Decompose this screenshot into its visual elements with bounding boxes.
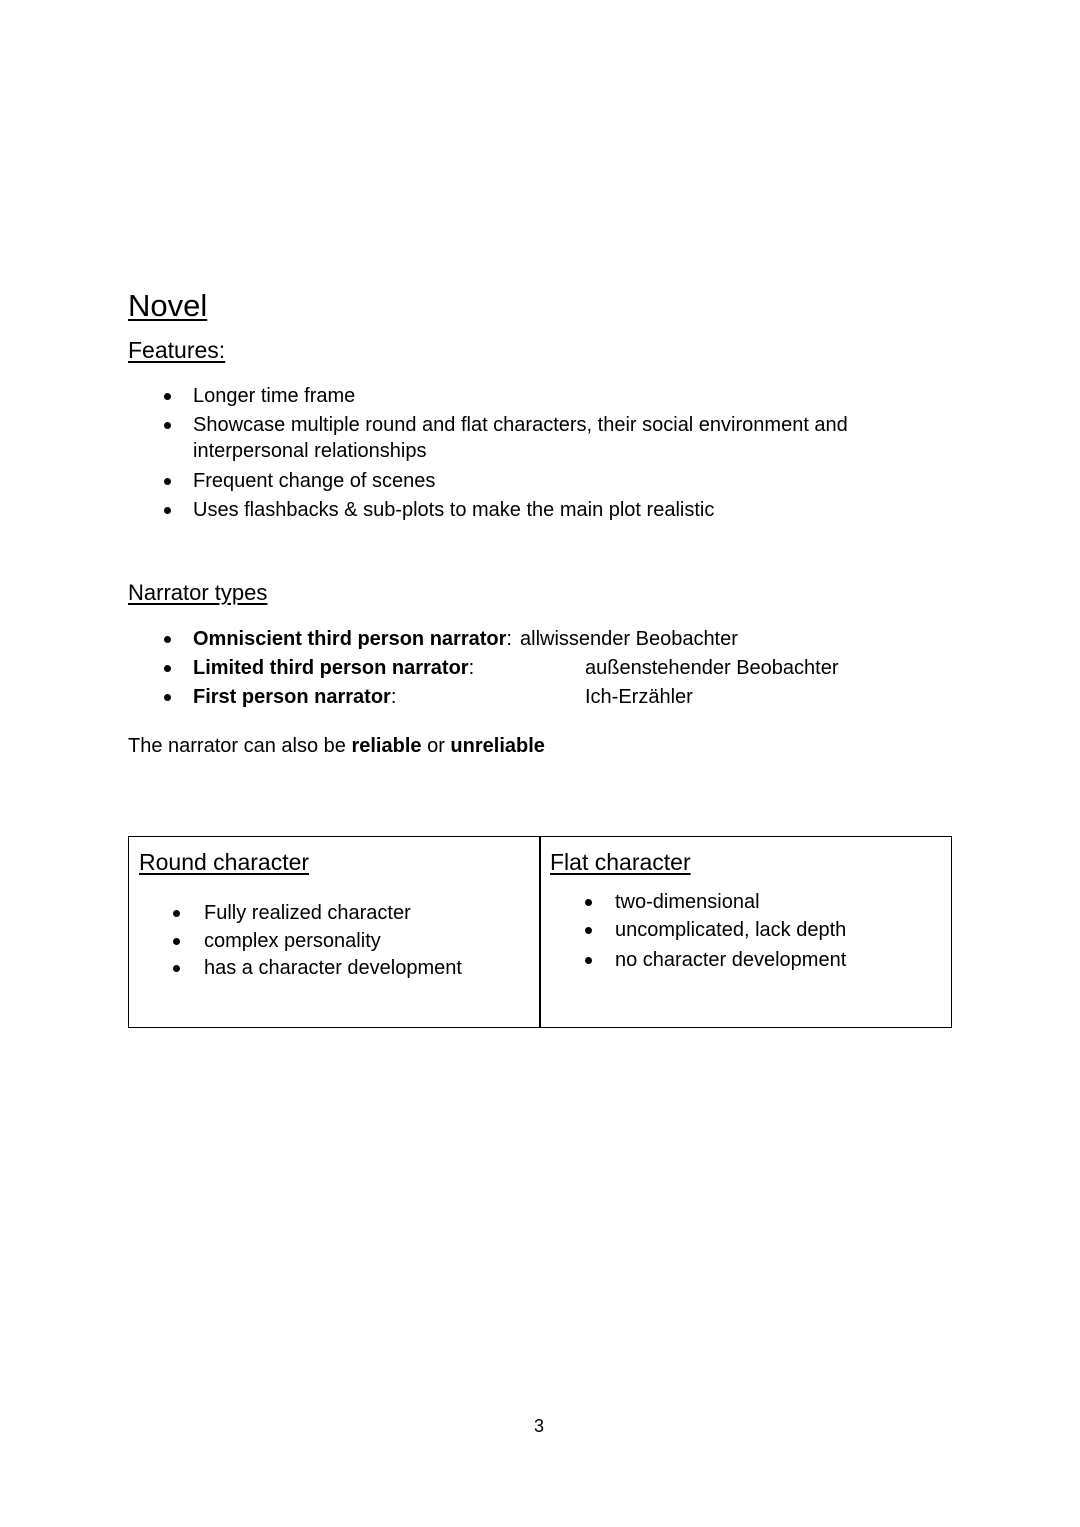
list-item: uncomplicated, lack depth [615, 919, 847, 941]
bullet-icon [164, 393, 171, 400]
page-number: 3 [534, 1416, 545, 1436]
bullet-icon [164, 665, 171, 672]
list-item: Fully realized character [204, 902, 411, 924]
translation: außenstehender Beobachter [585, 657, 839, 679]
list-item [193, 656, 474, 680]
separator: : [390, 686, 397, 708]
bullet-icon [164, 422, 171, 429]
features-heading: Features: [128, 337, 226, 363]
note-text: The narrator can also be [128, 735, 352, 757]
bullet-icon [173, 938, 180, 945]
page-title: Novel [128, 288, 208, 323]
list-item: Frequent change of scenes [193, 470, 436, 492]
narrator-heading: Narrator types [128, 580, 268, 605]
note-reliable: reliable [351, 735, 422, 757]
bullet-icon [173, 910, 180, 917]
list-item: complex personality [204, 930, 381, 952]
term: Limited third person narrator [193, 657, 469, 679]
list-item [193, 685, 396, 709]
list-item: Showcase multiple round and flat characters, their social environment and [193, 414, 848, 436]
separator: : [468, 657, 475, 679]
list-item: no character development [615, 949, 847, 971]
bullet-icon [585, 957, 592, 964]
term: Omniscient third person narrator [193, 628, 507, 650]
bullet-icon [173, 965, 180, 972]
table-divider [539, 836, 541, 1027]
bullet-icon [164, 478, 171, 485]
bullet-icon [585, 927, 592, 934]
list-item-continuation: interpersonal relationships [193, 440, 427, 462]
list-item: two-dimensional [615, 891, 760, 913]
bullet-icon [164, 507, 171, 514]
bullet-icon [164, 636, 171, 643]
bullet-icon [585, 899, 592, 906]
bullet-icon [164, 694, 171, 701]
separator: : [506, 628, 512, 650]
list-item [193, 627, 512, 651]
list-item: Uses flashbacks & sub-plots to make the main plot realistic [193, 499, 715, 521]
note-text: or [421, 735, 451, 757]
list-item: has a character development [204, 957, 462, 979]
translation: allwissender Beobachter [520, 628, 738, 650]
translation: Ich-Erzähler [585, 686, 693, 708]
note-unreliable: unreliable [450, 735, 545, 757]
reliability-note [128, 734, 545, 758]
term: First person narrator [193, 686, 391, 708]
round-character-heading: Round character [139, 849, 310, 875]
flat-character-heading: Flat character [550, 849, 691, 875]
list-item: Longer time frame [193, 385, 356, 407]
